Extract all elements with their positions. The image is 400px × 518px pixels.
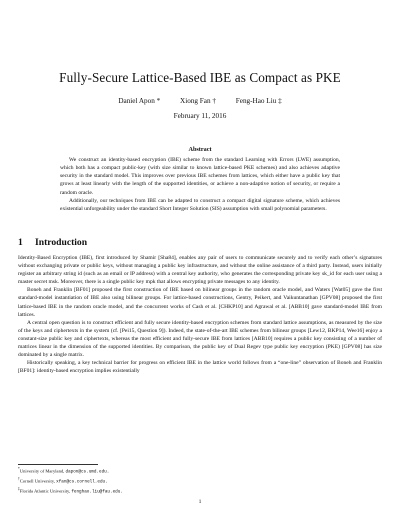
author-name: Xiong Fan † <box>180 97 216 105</box>
author-list <box>0 97 400 105</box>
publication-date: February 11, 2016 <box>173 112 227 120</box>
paper-title: Fully-Secure Lattice-Based IBE as Compact as PKE <box>59 70 341 85</box>
abstract-paragraph: Additionally, our techniques from IBE can be adapted to construct a compact digital signature scheme, which achieves existential unforgeability under the standard Short Integer Solution (SIS) assumption with small polynomial parameters. <box>60 197 340 212</box>
footnotes <box>18 466 382 496</box>
footnote-mark: * <box>18 467 20 471</box>
body-paragraph: Historically speaking, a key technical barrier for progress on efficient IBE in the lattice world follows from a “one-line” observation of Boneh and Franklin [BF01]: identity-based encryption implies existentially <box>18 360 382 375</box>
footnote-text: Florida Atlantic University, <box>19 488 72 494</box>
abstract-body <box>60 156 340 213</box>
footnote-text: University of Maryland, <box>19 468 66 474</box>
footnote-email[interactable]: xfan@cs.cornell.edu. <box>56 479 108 485</box>
footnote-email[interactable]: fenghao.liu@fau.edu. <box>71 489 123 495</box>
body-paragraph: Boneh and Franklin [BF01] proposed the first construction of IBE based on bilinear groups in the random oracle model, and Waters [Wat05] gave the first standard-model instantiation of IBE also using bilinear groups. For lattice-based constructions, Gentry, Peikert, and Vaikuntanathan [GPV08] proposed the first lattice-based IBE in the random oracle model, and the concurrent works of Cash et al. [CHKP10] and Agrawal et al. [ABB10] gave standard-model IBE from lattices. <box>18 287 382 318</box>
abstract-heading: Abstract <box>188 146 212 153</box>
abstract-paragraph: We construct an identity-based encryption (IBE) scheme from the standard Learning with Errors (LWE) assumption, which both has a compact public-key (with size similar to known lattice-based PKE schemes) and also achieves adaptive security in the standard model. This improves over previous IBE schemes from lattices, which either have a public key that grows at least linearly with the length of the supported identities, or achieve a non-adaptive notion of security, or require a random oracle. <box>60 157 340 196</box>
section-title: Introduction <box>35 237 88 248</box>
section-number: 1 <box>18 237 23 248</box>
footnote-mark: † <box>18 476 20 481</box>
page-number: 1 <box>198 499 202 505</box>
footnote-rule <box>18 464 98 465</box>
body-paragraph: Identity-Based Encryption (IBE), first introduced by Shamir [Sha84], enables any pair of users to communicate securely and to verify each other’s signatures without exchanging private or public keys, without managing a public key infrastructure, and without the online assistance of a third party. Instead, users initially register an arbitrary string id (such as an email or IP address) with a central key authority, who generates the corresponding private key sk_id for each user using a master secret msk. Moreover, there is a single public key mpk that allows encrypting private messages to any identity. <box>18 255 382 286</box>
footnote <box>18 476 382 486</box>
footnote-text: Cornell University, <box>19 478 57 484</box>
footnote <box>18 486 382 496</box>
author-name: Daniel Apon * <box>118 97 161 105</box>
body-paragraph: A central open question is to construct efficient and fully secure identity-based encryption schemes from standard lattice assumptions, as measured by the size of the keys and ciphertexts in the system (cf. [Pei15, Question 9]). Indeed, the state-of-the-art IBE schemes from bilinear groups [Lew12, BKP14, Wee16] enjoy a constant-size public key and ciphertexts, whereas the most efficient and fully-secure IBE from lattices [ABB10] requires a public key consisting of a number of matrices linear in the dimension of the supported identities. By comparison, the public key of Dual Regev type public key encryption (PKE) [GPV08] has size dominated by a single matrix. <box>18 319 382 359</box>
footnote-mark: ‡ <box>18 486 20 491</box>
footnote-email[interactable]: dapon@cs.umd.edu. <box>65 469 110 475</box>
author-name: Feng-Hao Liu ‡ <box>235 97 282 105</box>
section-heading <box>18 237 87 248</box>
body-text <box>18 254 382 375</box>
footnote <box>18 466 382 476</box>
